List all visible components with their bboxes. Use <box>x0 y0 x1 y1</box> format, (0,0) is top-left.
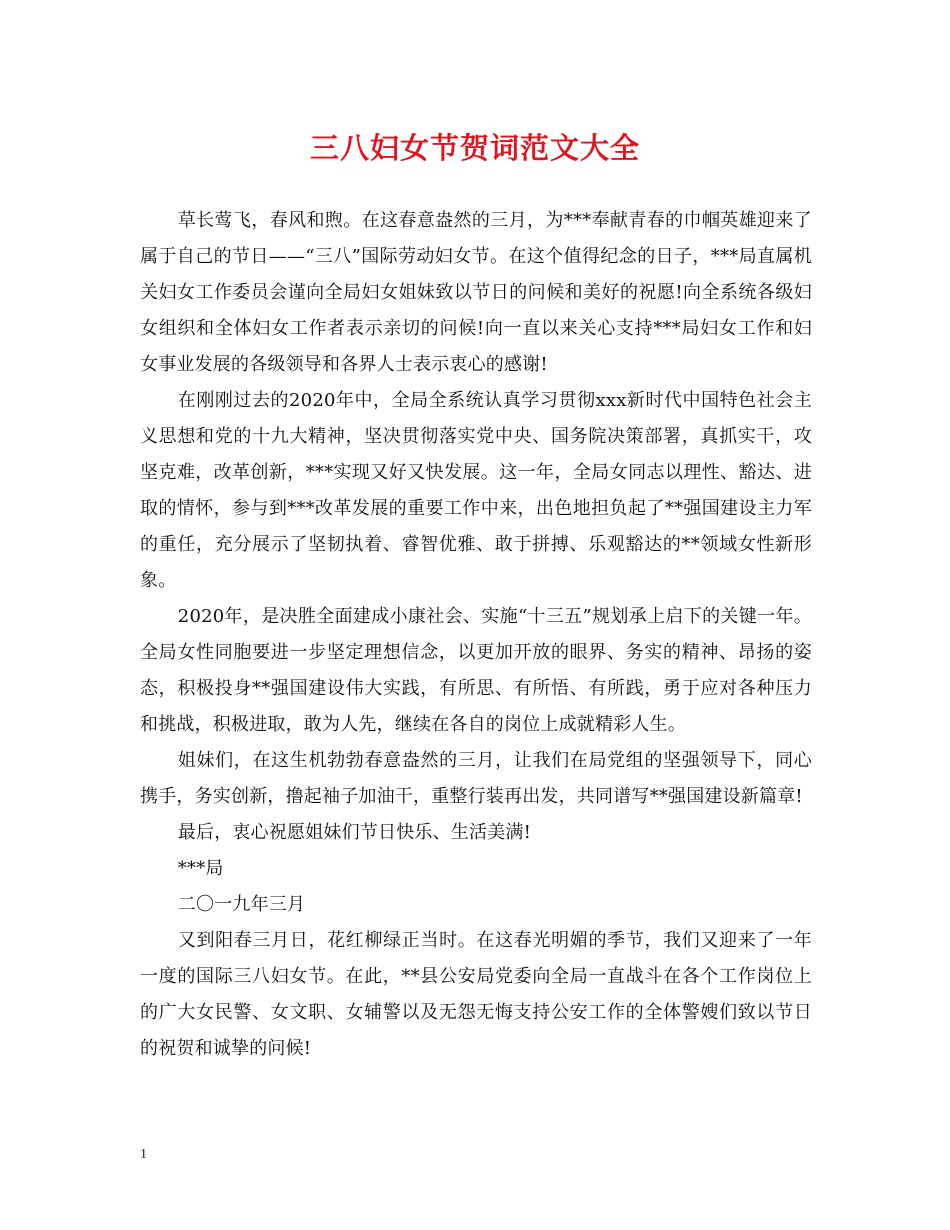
paragraph-call-to-action: 姐妹们，在这生机勃勃春意盎然的三月，让我们在局党组的坚强领导下，同心携手，务实创新，撸起袖子加油干，重整行装再出发，共同谱写**强国建设新篇章! <box>140 750 812 807</box>
paragraph-greeting: 草长莺飞，春风和煦。在这春意盎然的三月，为***奉献青春的巾帼英雄迎来了属于自己的节日——“三八”国际劳动妇女节。在这个值得纪念的日子，***局直属机关妇女工作委员会谨向全局妇女姐妹致以节日的问候和美好的祝愿!向全系统各级妇女组织和全体妇女工作者表示亲切的问候!向一直以来关心支持***局妇女工作和妇女事业发展的各级领导和各界人士表示衷心的感谢! <box>140 210 812 375</box>
signature-organization: ***局 <box>177 858 224 879</box>
paragraph-closing-wish: 最后，衷心祝愿姐妹们节日快乐、生活美满! <box>177 822 532 843</box>
signature-date: 二〇一九年三月 <box>177 894 306 915</box>
paragraph-second-greeting: 又到阳春三月日，花红柳绿正当时。在这春光明媚的季节，我们又迎来了一年一度的国际三八妇女节。在此，**县公安局党委向全局一直战斗在各个工作岗位上的广大女民警、女文职、女辅警以及无怨无悔支持公安工作的全体警嫂们致以节日的祝贺和诚挚的问候! <box>140 930 812 1059</box>
paragraph-review-2020: 在刚刚过去的2020年中，全局全系统认真学习贯彻xxx新时代中国特色社会主义思想和党的十九大精神，坚决贯彻落实党中央、国务院决策部署，真抓实干，攻坚克难，改革创新，***实现又好又快发展。这一年，全局女同志以理性、豁达、进取的情怀，参与到***改革发展的重要工作中来，出色地担负起了**强国建设主力军的重任，充分展示了坚韧执着、睿智优雅、敢于拼搏、乐观豁达的**领域女性新形象。 <box>140 390 812 591</box>
document-title: 三八妇女节贺词范文大全 <box>309 131 640 165</box>
paragraph-key-year: 2020年，是决胜全面建成小康社会、实施“十三五”规划承上启下的关键一年。全局女性同胞要进一步坚定理想信念，以更加开放的眼界、务实的精神、昂扬的姿态，积极投身**强国建设伟大实践，有所思、有所悟、有所践，勇于应对各种压力和挑战，积极进取，敢为人先，继续在各自的岗位上成就精彩人生。 <box>140 606 812 735</box>
page-number: 1 <box>140 1147 147 1162</box>
document-body <box>140 203 812 1067</box>
